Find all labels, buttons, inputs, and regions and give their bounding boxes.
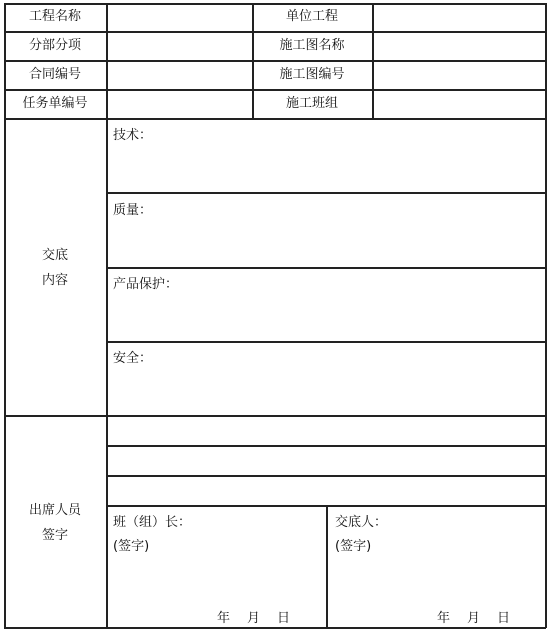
product-protection-field[interactable] xyxy=(108,269,544,340)
attendee-signature-row[interactable] xyxy=(108,417,544,444)
attendee-signature-row[interactable] xyxy=(108,477,544,504)
attendee-label-line1: 出席人员 xyxy=(28,503,82,518)
task-order-label: 任务单编号 xyxy=(22,96,88,111)
subdivision-field[interactable] xyxy=(108,33,251,59)
work-team-field[interactable] xyxy=(374,91,544,117)
content-section-label-line1: 交底 xyxy=(41,248,69,263)
work-team-label: 施工班组 xyxy=(285,96,339,111)
presenter-label: 交底人： xyxy=(335,515,388,530)
contract-number-label: 合同编号 xyxy=(28,67,82,82)
presenter-date-day: 日 xyxy=(497,611,511,626)
quality-label: 质量： xyxy=(113,203,153,218)
project-name-label: 工程名称 xyxy=(28,9,82,24)
drawing-name-label: 施工图名称 xyxy=(279,38,345,53)
drawing-number-label: 施工图编号 xyxy=(279,67,345,82)
task-order-field[interactable] xyxy=(108,91,251,117)
contract-number-field[interactable] xyxy=(108,62,251,88)
team-leader-date-month: 月 xyxy=(247,611,261,626)
subdivision-label: 分部分项 xyxy=(28,38,82,53)
unit-project-field[interactable] xyxy=(374,5,544,30)
rule-right xyxy=(545,3,547,628)
team-leader-signature-note: (签字) xyxy=(113,539,150,554)
product-protection-label: 产品保护： xyxy=(113,277,179,292)
rule-bottom xyxy=(4,627,546,629)
attendee-signature-row[interactable] xyxy=(108,447,544,474)
project-name-field[interactable] xyxy=(108,5,251,30)
team-leader-label: 班（组）长： xyxy=(113,515,192,530)
content-section-label-line2: 内容 xyxy=(41,273,69,288)
attendee-label-line2: 签字 xyxy=(41,528,69,543)
team-leader-date-day: 日 xyxy=(277,611,291,626)
unit-project-label: 单位工程 xyxy=(285,9,339,24)
team-leader-date-year: 年 xyxy=(217,611,231,626)
technical-label: 技术： xyxy=(113,128,153,143)
presenter-signature-note: (签字) xyxy=(335,539,372,554)
presenter-date-year: 年 xyxy=(437,611,451,626)
safety-field[interactable] xyxy=(108,343,544,414)
quality-field[interactable] xyxy=(108,194,544,266)
technical-field[interactable] xyxy=(108,120,544,191)
rule-left xyxy=(4,3,6,628)
drawing-number-field[interactable] xyxy=(374,62,544,88)
presenter-date-month: 月 xyxy=(467,611,481,626)
rule-mid-left xyxy=(252,3,254,119)
drawing-name-field[interactable] xyxy=(374,33,544,59)
safety-label: 安全： xyxy=(113,351,153,366)
